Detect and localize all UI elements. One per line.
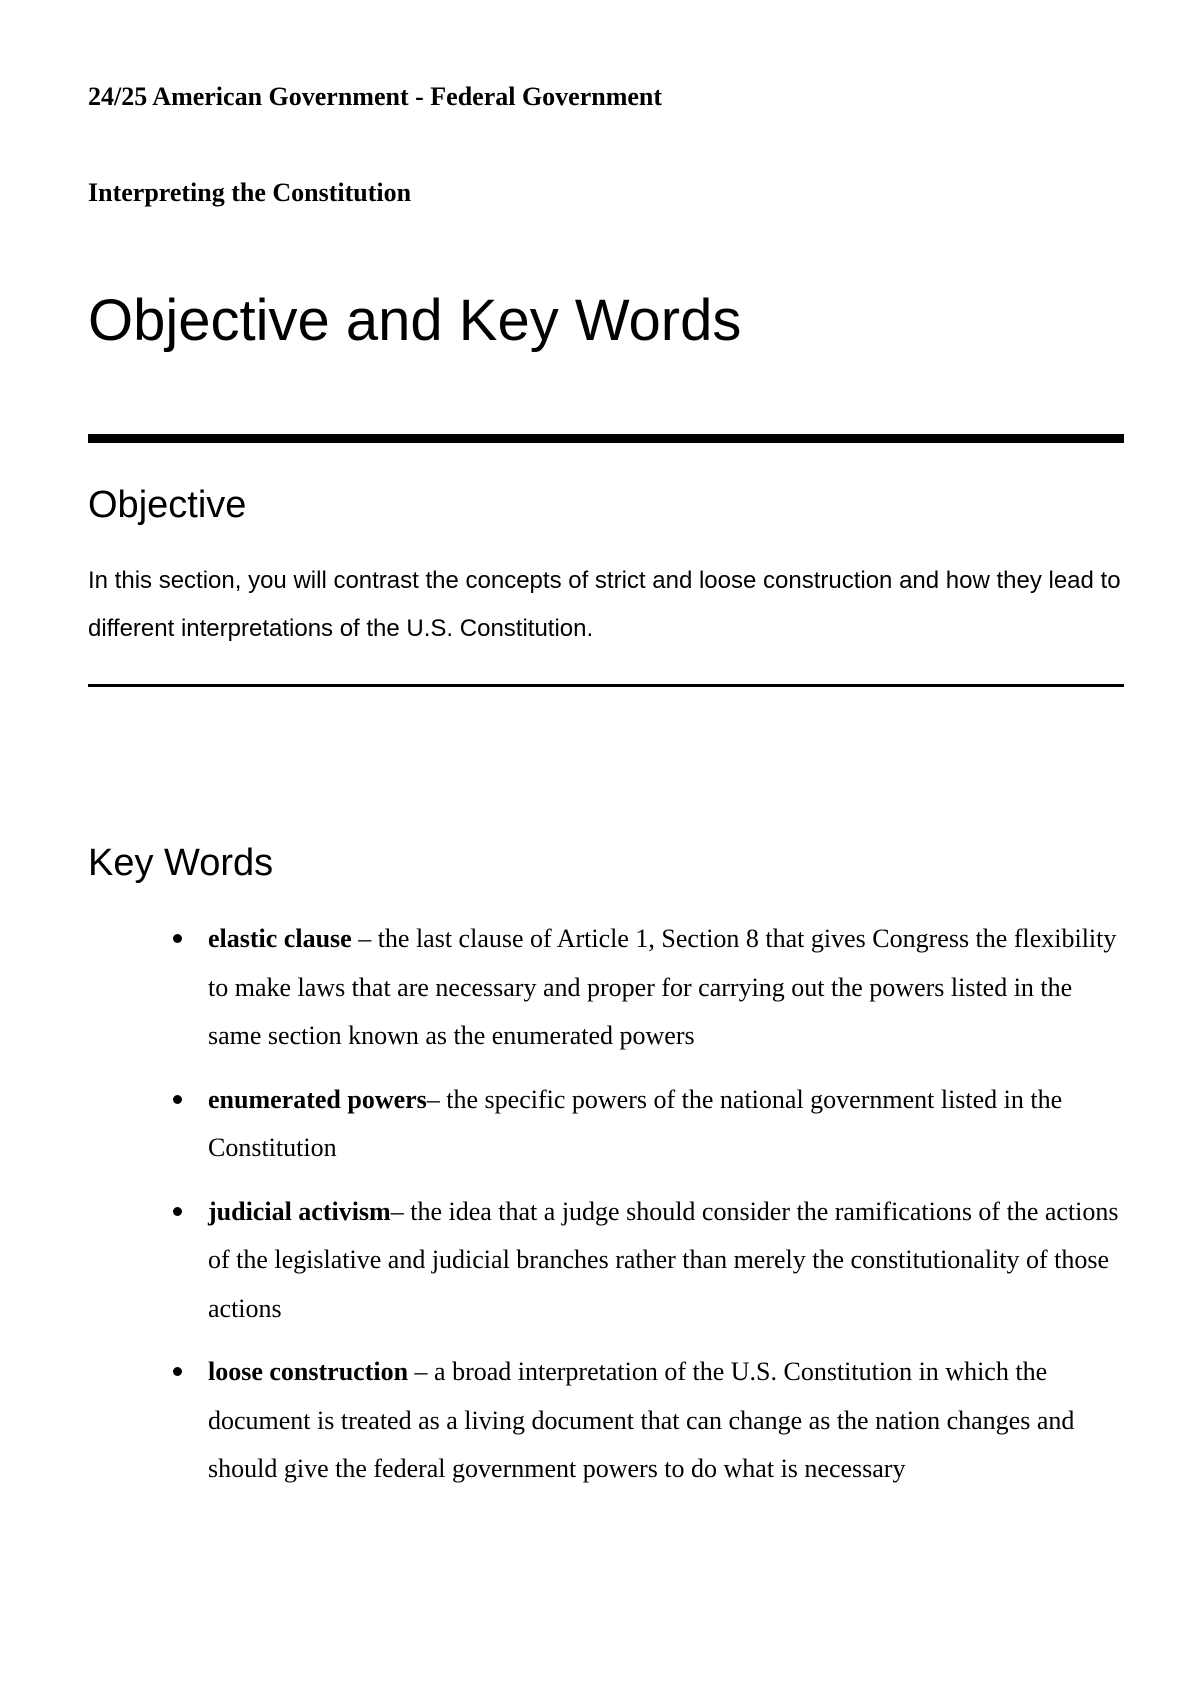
course-title: 24/25 American Government - Federal Government	[88, 82, 663, 111]
key-word-definition: – the idea that a judge should consider the ramifications of the actions of the legislative and judicial branches rather than merely the constitutionality of those actions	[208, 1196, 1119, 1323]
page-title: Objective and Key Words	[88, 288, 742, 353]
key-word-item	[88, 915, 1124, 1061]
section-divider-thick	[88, 434, 1124, 443]
key-word-item	[88, 1188, 1124, 1334]
key-word-item	[88, 1348, 1124, 1494]
bullet-icon	[173, 1367, 182, 1376]
key-word-term: elastic clause	[208, 924, 352, 953]
lesson-title: Interpreting the Constitution	[88, 178, 412, 207]
key-word-item	[88, 1076, 1124, 1173]
section-divider-thin	[88, 684, 1124, 687]
bullet-icon	[173, 1095, 182, 1104]
bullet-icon	[173, 934, 182, 943]
key-words-heading: Key Words	[88, 842, 274, 884]
objective-text: In this section, you will contrast the concepts of strict and loose construction and how they lead to different interpretations of the U.S. Constitution.	[88, 567, 1121, 642]
objective-heading: Objective	[88, 484, 247, 526]
key-word-definition: – the specific powers of the national government listed in the Constitution	[208, 1084, 1063, 1162]
key-word-definition: – the last clause of Article 1, Section 8 that gives Congress the flexibility to make laws that are necessary and proper for carrying out the powers listed in the same section known as the enumerated powers	[208, 924, 1117, 1050]
key-word-term: enumerated powers	[208, 1084, 427, 1114]
key-words-list	[88, 915, 1124, 1509]
key-word-term: loose construction	[208, 1357, 409, 1386]
key-word-definition: – a broad interpretation of the U.S. Constitution in which the document is treated as a living document that can change as the nation changes and should give the federal government powers to do what is necessary	[208, 1357, 1075, 1483]
bullet-icon	[173, 1207, 182, 1216]
key-word-term: judicial activism	[208, 1196, 391, 1226]
